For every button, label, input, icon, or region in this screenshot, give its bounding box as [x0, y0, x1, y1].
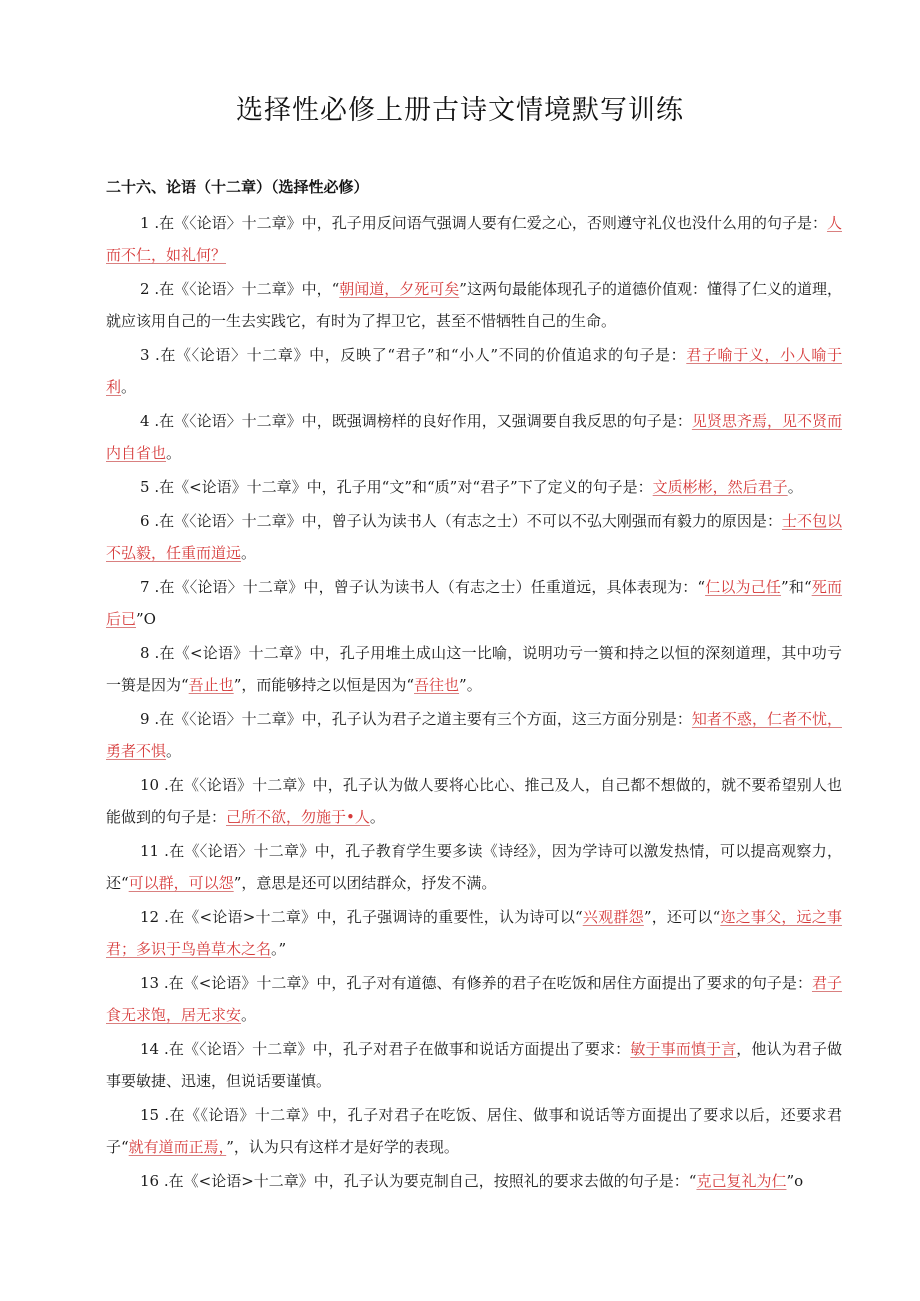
- answer-text: 士不包以不弘毅，任重而道远: [106, 512, 842, 562]
- question-item: [106, 637, 842, 701]
- question-text: .在《〈论语〉十二章》中，孔子认为君子之道主要有三个方面，这三方面分别是：: [149, 710, 692, 728]
- answer-text: 死而后已: [106, 578, 842, 628]
- question-text: ”，而能够持之以恒是因为“: [233, 676, 415, 694]
- section-heading: 二十六、论语（十二章）（选择性必修）: [106, 178, 369, 196]
- question-text: .在《<论语》十二章》中，孔子用堆土成山这一比喻，说明功亏一篑和持之以恒的深刻道理，其中功亏一篑是因为“: [106, 644, 842, 694]
- question-text: .在《〈论语〉十二章》中，曾子认为读书人（有志之士）任重道远，具体表现为：“: [149, 578, 706, 596]
- question-text: ”。: [459, 676, 482, 694]
- answer-text: 就有道而正焉，: [128, 1138, 227, 1156]
- question-number: 9: [140, 710, 150, 728]
- question-number: 15: [140, 1106, 160, 1124]
- question-text: ”这两句最能体现孔子的道德价值观：懂得了仁义的道理，就应该用自己的一生去实践它，有时为了捍卫它，甚至不惜牺牲自己的生命。: [106, 280, 842, 330]
- question-list: [106, 207, 842, 1199]
- question-item: [106, 835, 842, 899]
- question-text: .在《〈论语〉十二章》中，孔子用反问语气强调人要有仁爱之心，否则遵守礼仪也没什么用的句子是：: [149, 214, 827, 232]
- question-text: 。: [121, 378, 137, 396]
- question-number: 14: [140, 1040, 160, 1058]
- question-text: .在《〈论语〉十二章》中，孔子对君子在做事和说话方面提出了要求：: [159, 1040, 631, 1058]
- question-item: [106, 1033, 842, 1097]
- question-text: .在《《论语》十二章》中，孔子对君子在吃饭、居住、做事和说话等方面提出了要求以后，还要求君子“: [106, 1106, 842, 1156]
- answer-text: 吾往也: [414, 676, 460, 694]
- question-item: [106, 901, 842, 965]
- answer-text: 见贤思齐焉，见不贤而内自省也: [106, 412, 842, 462]
- question-number: 2: [140, 280, 150, 298]
- question-text: .在《<论语>十二章》中，孔子强调诗的重要性，认为诗可以“: [159, 908, 583, 926]
- question-text: ”和“: [781, 578, 812, 596]
- question-item: [106, 967, 842, 1031]
- question-text: 。”: [271, 940, 287, 958]
- question-item: [106, 769, 842, 833]
- answer-text: 敏于事而慎于言: [630, 1040, 737, 1058]
- question-text: .在《〈论语》十二章》中，孔子认为做人要将心比心、推己及人，自己都不想做的，就不要希望别人也能做到的句子是：: [106, 776, 842, 826]
- question-text: ”，还可以“: [643, 908, 721, 926]
- question-text: 。: [241, 544, 257, 562]
- question-text: 。: [369, 808, 385, 826]
- answer-text: 文质彬彬，然后君子: [652, 478, 788, 496]
- question-item: [106, 571, 842, 635]
- question-text: .在《<论语>十二章》中，孔子认为要克制自己，按照礼的要求去做的句子是：“: [159, 1172, 697, 1190]
- question-text: .在《〈论语〉十二章》中，既强调榜样的良好作用，又强调要自我反思的句子是：: [149, 412, 692, 430]
- question-item: [106, 207, 842, 271]
- question-number: 11: [140, 842, 160, 860]
- answer-text: 君子喻于义，小人喻于利: [106, 346, 842, 396]
- question-text: .在《〈论语〉十二章》中，反映了“君子”和“小人”不同的价值追求的句子是：: [149, 346, 687, 364]
- answer-text: 可以群，可以怨: [128, 874, 234, 892]
- question-item: [106, 405, 842, 469]
- question-text: 。: [166, 742, 182, 760]
- question-number: 16: [140, 1172, 160, 1190]
- question-item: [106, 471, 842, 503]
- answer-text: 吾止也: [188, 676, 234, 694]
- answer-text: 兴观群怨: [582, 908, 644, 926]
- question-text: .在《〈论语〉十二章》中，曾子认为读书人（有志之士）不可以不弘大刚强而有毅力的原因是：: [149, 512, 782, 530]
- question-number: 1: [140, 214, 150, 232]
- question-number: 12: [140, 908, 160, 926]
- question-text: .在《<论语》十二章》中，孔子对有道德、有修养的君子在吃饭和居住方面提出了要求的句子是：: [159, 974, 812, 992]
- question-text: ”o: [786, 1172, 804, 1190]
- question-item: [106, 1165, 842, 1197]
- question-text: 。: [241, 1006, 257, 1024]
- answer-text: 君子食无求饱，居无求安: [106, 974, 842, 1024]
- question-text: .在《〈论语〉十二章》中，“: [149, 280, 340, 298]
- answer-text: 克己复礼为仁: [696, 1172, 787, 1190]
- question-text: ”O: [136, 610, 156, 628]
- question-number: 8: [140, 644, 150, 662]
- answer-text: 知者不惑，仁者不忧，勇者不惧: [106, 710, 842, 760]
- answer-text: 己所不欲，勿施于•人: [226, 808, 370, 826]
- answer-text: 仁以为己任: [705, 578, 782, 596]
- question-text: ”，认为只有这样才是好学的表现。: [226, 1138, 459, 1156]
- question-item: [106, 1099, 842, 1163]
- question-text: 。: [787, 478, 803, 496]
- question-item: [106, 339, 842, 403]
- question-text: ”，意思是还可以团结群众，抒发不满。: [233, 874, 497, 892]
- question-item: [106, 703, 842, 767]
- question-number: 13: [140, 974, 160, 992]
- question-text: .在《<论语》十二章》中，孔子用“文”和“质”对“君子”下了定义的句子是：: [149, 478, 653, 496]
- question-number: 10: [140, 776, 160, 794]
- question-text: .在《〈论语〉十二章》中，孔子教育学生要多读《诗经》，因为学诗可以激发热情，可以提高观察力，还“: [106, 842, 842, 892]
- question-item: [106, 505, 842, 569]
- question-item: [106, 273, 842, 337]
- question-number: 4: [140, 412, 150, 430]
- question-text: 。: [166, 444, 182, 462]
- answer-text: 人而不仁，如礼何？: [106, 214, 842, 264]
- question-text: ，他认为君子做事要敏捷、迅速，但说话要谨慎。: [106, 1040, 842, 1090]
- answer-text: 迩之事父，远之事君；多识于鸟兽草木之名: [106, 908, 842, 958]
- question-number: 6: [140, 512, 150, 530]
- answer-text: 朝闻道，夕死可矣: [339, 280, 460, 298]
- page-title: 选择性必修上册古诗文情境默写训练: [236, 95, 684, 126]
- question-number: 7: [140, 578, 150, 596]
- question-number: 5: [140, 478, 150, 496]
- question-number: 3: [140, 346, 150, 364]
